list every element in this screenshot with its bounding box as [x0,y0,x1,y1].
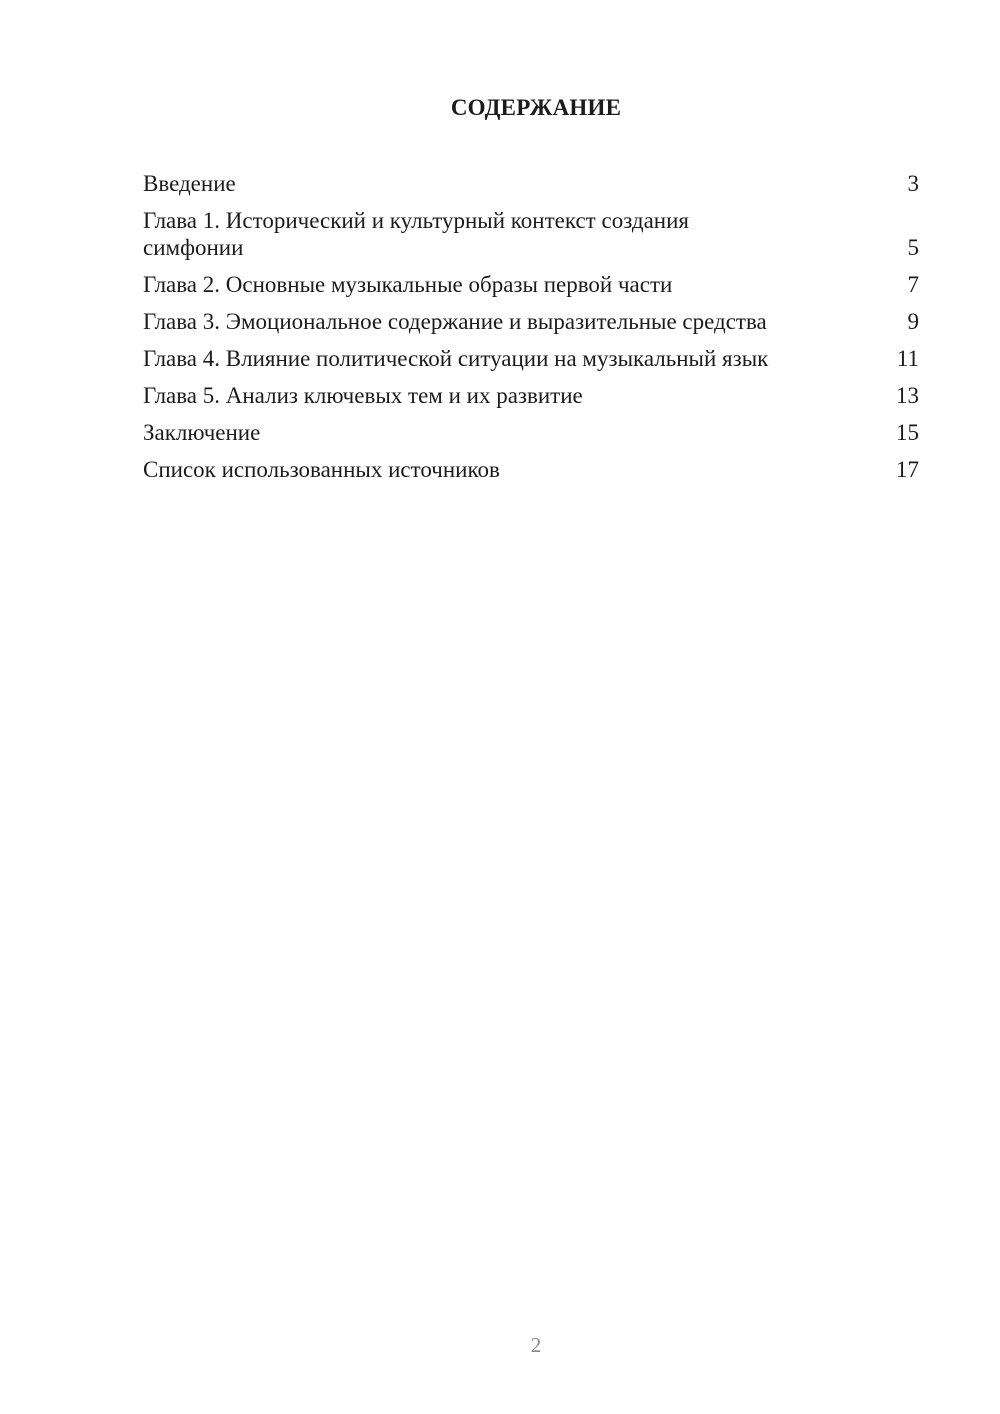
toc-item-label: Введение [143,171,236,196]
toc-item-page: 15 [896,420,919,445]
page-title: СОДЕРЖАНИЕ [450,95,622,120]
toc-item-page: 17 [896,457,919,482]
toc-item-page: 5 [907,235,919,260]
toc-item-introduction [143,170,919,197]
toc-item-page: 9 [907,309,919,334]
toc-item-conclusion [143,419,919,446]
toc-item-chapter-4 [143,345,919,372]
toc-item-chapter-5 [143,382,919,409]
toc-item-label: Глава 4. Влияние политической ситуации на музыкальный язык [143,346,769,371]
toc-item-label: Глава 5. Анализ ключевых тем и их развитие [143,383,583,408]
toc-item-chapter-3 [143,308,919,335]
toc-item-label: Список использованных источников [143,457,500,482]
table-of-contents [143,170,919,493]
toc-item-chapter-1 [143,207,919,261]
toc-item-page: 3 [907,171,919,196]
toc-item-references [143,456,919,483]
toc-item-label: Глава 3. Эмоциональное содержание и выразительные средства [143,309,767,334]
page-number: 2 [530,1333,542,1357]
toc-item-label: Заключение [143,420,261,445]
toc-item-page: 7 [907,272,919,297]
toc-item-chapter-2 [143,271,919,298]
toc-item-page: 11 [896,346,919,371]
toc-item-label: Глава 2. Основные музыкальные образы первой части [143,272,673,297]
toc-item-label: Глава 1. Исторический и культурный контекст создания симфонии [143,208,689,260]
toc-item-page: 13 [896,383,919,408]
